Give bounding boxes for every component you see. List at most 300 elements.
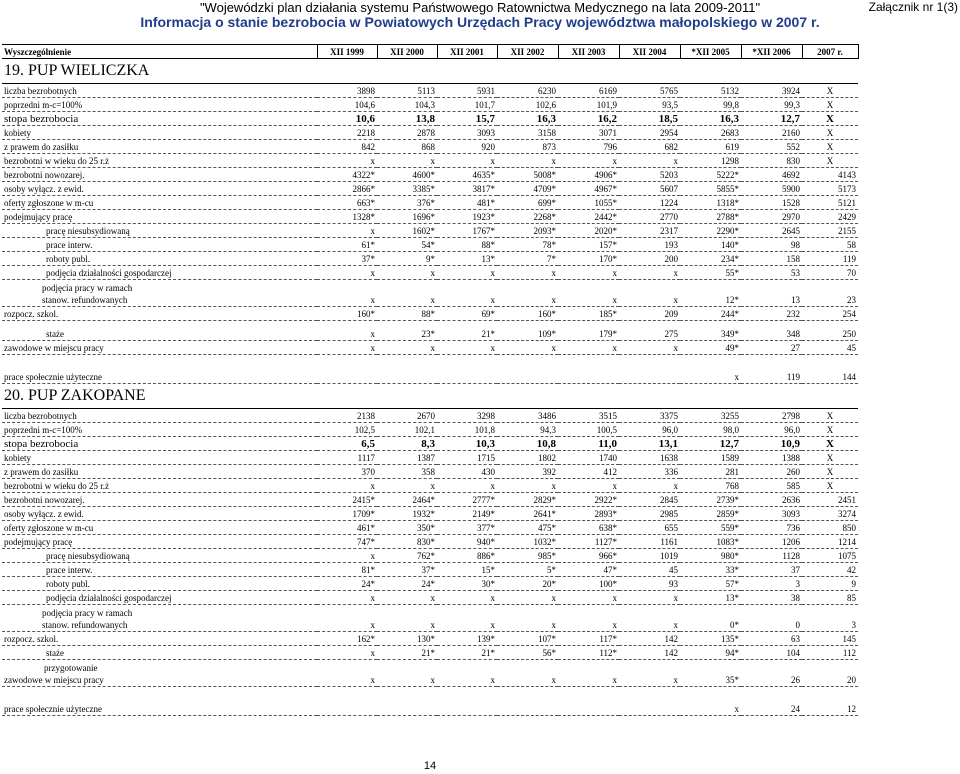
- table-cell: 5222*: [680, 168, 741, 182]
- table-cell: 96,0: [619, 423, 680, 437]
- table-cell: 768: [680, 479, 741, 493]
- table-cell: 2788*: [680, 210, 741, 224]
- table-cell: 1161: [619, 535, 680, 549]
- table-cell: 461*: [317, 521, 377, 535]
- table-cell: 2160: [741, 126, 802, 140]
- table-cell: 3817*: [437, 182, 497, 196]
- table-cell: 481*: [437, 196, 497, 210]
- table-cell: x: [497, 605, 558, 632]
- table-cell: 119: [741, 355, 802, 384]
- table-cell: 2670: [377, 409, 437, 423]
- table-cell: 2970: [741, 210, 802, 224]
- table-cell: 16,2: [558, 112, 619, 126]
- unemployment-table: [2, 44, 859, 716]
- table-cell: x: [437, 479, 497, 493]
- table-cell: 101,8: [437, 423, 497, 437]
- table-row: [2, 252, 858, 266]
- table-cell: 2829*: [497, 493, 558, 507]
- table-cell: 275: [619, 321, 680, 341]
- table-cell: 81*: [317, 563, 377, 577]
- table-cell: 88*: [377, 307, 437, 321]
- table-cell: 33*: [680, 563, 741, 577]
- table-cell: x: [317, 646, 377, 660]
- table-cell: 24: [741, 687, 802, 716]
- table-cell: x: [317, 321, 377, 341]
- table-cell: 1298: [680, 154, 741, 168]
- table-cell: 179*: [558, 321, 619, 341]
- table-cell: x: [437, 591, 497, 605]
- table-row: [2, 423, 858, 437]
- table-cell: 0: [741, 605, 802, 632]
- table-cell: 281: [680, 465, 741, 479]
- table-cell: 7*: [497, 252, 558, 266]
- table-cell: 2149*: [437, 507, 497, 521]
- table-cell: 2739*: [680, 493, 741, 507]
- table-cell: 3158: [497, 126, 558, 140]
- table-cell: 47*: [558, 563, 619, 577]
- table-cell: 2317: [619, 224, 680, 238]
- table-cell: 6,5: [317, 437, 377, 451]
- table-cell: 93: [619, 577, 680, 591]
- table-cell: 94*: [680, 646, 741, 660]
- table-cell: 1328*: [317, 210, 377, 224]
- table-cell: x: [317, 479, 377, 493]
- table-cell: 830: [741, 154, 802, 168]
- table-cell: x: [619, 280, 680, 307]
- table-cell: 3486: [497, 409, 558, 423]
- table-cell: 21*: [437, 646, 497, 660]
- table-cell: 336: [619, 465, 680, 479]
- table-cell: 99,8: [680, 98, 741, 112]
- table-cell: 430: [437, 465, 497, 479]
- table-cell: 4709*: [497, 182, 558, 196]
- row-label-line2: zawodowe w miejscu pracy: [4, 675, 104, 685]
- table-cell: x: [558, 280, 619, 307]
- row-label: stopa bezrobocia: [2, 112, 317, 126]
- table-cell: 21*: [377, 646, 437, 660]
- row-label-line2: stanow. refundowanych: [42, 295, 128, 305]
- table-cell: x: [377, 591, 437, 605]
- table-row: [2, 591, 858, 605]
- table-row: [2, 507, 858, 521]
- row-label: staże: [2, 646, 317, 660]
- table-cell: 2683: [680, 126, 741, 140]
- section-title-row: [2, 59, 858, 84]
- table-cell: x: [377, 660, 437, 687]
- table-cell: x: [619, 479, 680, 493]
- row-label: [2, 280, 317, 307]
- table-cell: 655: [619, 521, 680, 535]
- row-label: oferty zgłoszone w m-cu: [2, 196, 317, 210]
- table-cell: 30*: [437, 577, 497, 591]
- section-title-row: [2, 384, 858, 409]
- table-row: [2, 168, 858, 182]
- table-cell: x: [619, 605, 680, 632]
- table-cell: x: [680, 687, 741, 716]
- table-cell: 850: [802, 521, 858, 535]
- table-cell: 5121: [802, 196, 858, 210]
- table-cell: 4322*: [317, 168, 377, 182]
- table-cell: 104,3: [377, 98, 437, 112]
- table-cell: 53: [741, 266, 802, 280]
- table-cell: 12*: [680, 280, 741, 307]
- table-cell: 21*: [437, 321, 497, 341]
- table-row: [2, 409, 858, 423]
- row-label: osoby wyłącz. z ewid.: [2, 507, 317, 521]
- table-cell: 377*: [437, 521, 497, 535]
- table-cell: 10,8: [497, 437, 558, 451]
- table-cell: 23*: [377, 321, 437, 341]
- column-header-label: Wyszczególnienie: [2, 45, 317, 59]
- table-cell: 112: [802, 646, 858, 660]
- table-cell: x: [558, 266, 619, 280]
- table-row: [2, 563, 858, 577]
- table-cell: 185*: [558, 307, 619, 321]
- table-cell: x: [497, 591, 558, 605]
- table-row: [2, 437, 858, 451]
- table-cell: 552: [741, 140, 802, 154]
- table-cell: x: [558, 591, 619, 605]
- table-cell: 70: [802, 266, 858, 280]
- table-cell: 193: [619, 238, 680, 252]
- table-cell: 3274: [802, 507, 858, 521]
- row-label: z prawem do zasiłku: [2, 140, 317, 154]
- table-cell: x: [680, 355, 741, 384]
- table-cell: 2464*: [377, 493, 437, 507]
- table-cell: 1767*: [437, 224, 497, 238]
- table-cell: 559*: [680, 521, 741, 535]
- table-cell: x: [619, 660, 680, 687]
- table-row: [2, 646, 858, 660]
- row-label: poprzedni m-c=100%: [2, 423, 317, 437]
- table-cell: X: [802, 98, 858, 112]
- table-cell: 16,3: [680, 112, 741, 126]
- column-header-year: *XII 2005: [680, 45, 741, 59]
- table-cell: 37: [741, 563, 802, 577]
- row-label: podejmujący pracę: [2, 210, 317, 224]
- table-row: [2, 493, 858, 507]
- table-row: [2, 341, 858, 355]
- row-label: bezrobotni w wieku do 25 r.ż: [2, 154, 317, 168]
- table-cell: 2268*: [497, 210, 558, 224]
- row-label: prace społecznie użyteczne: [2, 355, 317, 384]
- table-cell: 101,7: [437, 98, 497, 112]
- column-header-year: *XII 2006: [741, 45, 802, 59]
- column-header-row: [2, 45, 858, 59]
- table-cell: 1318*: [680, 196, 741, 210]
- table-cell: 37*: [377, 563, 437, 577]
- table-cell: 1602*: [377, 224, 437, 238]
- table-cell: 260: [741, 465, 802, 479]
- table-cell: X: [802, 126, 858, 140]
- table-cell: 349*: [680, 321, 741, 341]
- table-row: [2, 549, 858, 563]
- table-cell: 13,1: [619, 437, 680, 451]
- table-cell: 27: [741, 341, 802, 355]
- table-cell: 2641*: [497, 507, 558, 521]
- column-header-year: 2007 r.: [802, 45, 858, 59]
- row-label: poprzedni m-c=100%: [2, 98, 317, 112]
- table-cell: 4967*: [558, 182, 619, 196]
- row-label: stopa bezrobocia: [2, 437, 317, 451]
- table-cell: 61*: [317, 238, 377, 252]
- table-cell: 9*: [377, 252, 437, 266]
- table-cell: 1715: [437, 451, 497, 465]
- table-cell: x: [558, 341, 619, 355]
- table-cell: X: [802, 84, 858, 98]
- table-cell: 5*: [497, 563, 558, 577]
- table-cell: 10,3: [437, 437, 497, 451]
- table-row: [2, 196, 858, 210]
- table-cell: 12,7: [680, 437, 741, 451]
- table-cell: 1528: [741, 196, 802, 210]
- table-cell: 3515: [558, 409, 619, 423]
- row-label: [2, 660, 317, 687]
- table-cell: 980*: [680, 549, 741, 563]
- table-cell: [558, 687, 619, 716]
- table-cell: 57*: [680, 577, 741, 591]
- table-cell: 747*: [317, 535, 377, 549]
- table-cell: [619, 355, 680, 384]
- table-cell: 35*: [680, 660, 741, 687]
- table-cell: 1055*: [558, 196, 619, 210]
- table-cell: 55*: [680, 266, 741, 280]
- table-cell: 5113: [377, 84, 437, 98]
- table-row: [2, 280, 858, 307]
- table-cell: 38: [741, 591, 802, 605]
- table-cell: 24*: [377, 577, 437, 591]
- table-cell: 58: [802, 238, 858, 252]
- table-cell: 762*: [377, 549, 437, 563]
- table-cell: 475*: [497, 521, 558, 535]
- row-label-line2: stanow. refundowanych: [42, 620, 128, 630]
- table-cell: 886*: [437, 549, 497, 563]
- table-cell: 130*: [377, 632, 437, 646]
- table-cell: 5203: [619, 168, 680, 182]
- table-cell: 2290*: [680, 224, 741, 238]
- table-cell: 45: [802, 341, 858, 355]
- table-cell: 5900: [741, 182, 802, 196]
- table-cell: X: [802, 423, 858, 437]
- table-cell: 1696*: [377, 210, 437, 224]
- row-label: osoby wyłącz. z ewid.: [2, 182, 317, 196]
- table-cell: 98: [741, 238, 802, 252]
- table-cell: 104: [741, 646, 802, 660]
- table-cell: 2859*: [680, 507, 741, 521]
- table-cell: 15*: [437, 563, 497, 577]
- table-cell: 2645: [741, 224, 802, 238]
- table-cell: 107*: [497, 632, 558, 646]
- table-cell: 4143: [802, 168, 858, 182]
- table-cell: 4906*: [558, 168, 619, 182]
- table-cell: 5132: [680, 84, 741, 98]
- table-row: [2, 84, 858, 98]
- table-cell: 3093: [741, 507, 802, 521]
- table-cell: 160*: [497, 307, 558, 321]
- table-cell: x: [377, 341, 437, 355]
- table-row: [2, 98, 858, 112]
- table-cell: 3924: [741, 84, 802, 98]
- table-cell: 940*: [437, 535, 497, 549]
- table-cell: 1206: [741, 535, 802, 549]
- table-cell: 2770: [619, 210, 680, 224]
- annex-label: Załącznik nr 1(3): [868, 0, 958, 14]
- table-cell: 5931: [437, 84, 497, 98]
- table-cell: [317, 687, 377, 716]
- table-cell: 45: [619, 563, 680, 577]
- table-cell: x: [317, 266, 377, 280]
- table-cell: 2138: [317, 409, 377, 423]
- table-cell: 1117: [317, 451, 377, 465]
- table-cell: 254: [802, 307, 858, 321]
- table-cell: 232: [741, 307, 802, 321]
- table-cell: 1075: [802, 549, 858, 563]
- table-cell: x: [377, 605, 437, 632]
- table-cell: 3: [802, 605, 858, 632]
- table-row: [2, 126, 858, 140]
- table-cell: 920: [437, 140, 497, 154]
- table-cell: 1932*: [377, 507, 437, 521]
- document-title: Informacja o stanie bezrobocia w Powiatowych Urzędach Pracy województwa małopolskiego w 2007 r.: [140, 14, 820, 30]
- row-label: bezrobotni nowozarej.: [2, 493, 317, 507]
- row-label: pracę niesubsydiowaną: [2, 224, 317, 238]
- table-cell: 85: [802, 591, 858, 605]
- table-cell: 1127*: [558, 535, 619, 549]
- row-label: oferty zgłoszone w m-cu: [2, 521, 317, 535]
- table-cell: x: [558, 660, 619, 687]
- table-cell: 142: [619, 632, 680, 646]
- table-cell: 88*: [437, 238, 497, 252]
- table-cell: 619: [680, 140, 741, 154]
- table-cell: X: [802, 465, 858, 479]
- row-label: prace interw.: [2, 563, 317, 577]
- table-cell: 2442*: [558, 210, 619, 224]
- table-cell: 13*: [437, 252, 497, 266]
- table-cell: 145: [802, 632, 858, 646]
- table-cell: 842: [317, 140, 377, 154]
- table-cell: 5173: [802, 182, 858, 196]
- table-cell: 2893*: [558, 507, 619, 521]
- table-cell: 682: [619, 140, 680, 154]
- table-cell: 585: [741, 479, 802, 493]
- table-cell: 12: [802, 687, 858, 716]
- table-cell: 2636: [741, 493, 802, 507]
- table-row: [2, 660, 858, 687]
- table-cell: x: [558, 479, 619, 493]
- table-cell: X: [802, 479, 858, 493]
- table-cell: 6169: [558, 84, 619, 98]
- table-cell: 78*: [497, 238, 558, 252]
- column-header-year: XII 2002: [497, 45, 558, 59]
- table-cell: [317, 355, 377, 384]
- table-cell: x: [558, 605, 619, 632]
- table-cell: 1589: [680, 451, 741, 465]
- row-label: bezrobotni w wieku do 25 r.ż: [2, 479, 317, 493]
- table-row: [2, 355, 858, 384]
- table-cell: 109*: [497, 321, 558, 341]
- table-cell: X: [802, 112, 858, 126]
- table-cell: 3093: [437, 126, 497, 140]
- row-label: zawodowe w miejscu pracy: [2, 341, 317, 355]
- table-cell: 3375: [619, 409, 680, 423]
- table-cell: X: [802, 409, 858, 423]
- table-cell: 234*: [680, 252, 741, 266]
- table-cell: 358: [377, 465, 437, 479]
- table-cell: 26: [741, 660, 802, 687]
- document-supertitle: "Wojewódzki plan działania systemu Państwowego Ratownictwa Medycznego na lata 2009-2011": [199, 0, 761, 15]
- table-cell: 2093*: [497, 224, 558, 238]
- row-label: rozpocz. szkol.: [2, 307, 317, 321]
- row-label: kobiety: [2, 126, 317, 140]
- column-header-year: XII 2004: [619, 45, 680, 59]
- table-cell: 1740: [558, 451, 619, 465]
- table-cell: 102,5: [317, 423, 377, 437]
- table-cell: 2451: [802, 493, 858, 507]
- table-cell: 376*: [377, 196, 437, 210]
- table-cell: 663*: [317, 196, 377, 210]
- table-cell: x: [317, 549, 377, 563]
- row-label: staże: [2, 321, 317, 341]
- table-cell: 170*: [558, 252, 619, 266]
- table-cell: 2798: [741, 409, 802, 423]
- table-cell: 3385*: [377, 182, 437, 196]
- table-row: [2, 154, 858, 168]
- row-label: roboty publ.: [2, 252, 317, 266]
- table-cell: 1387: [377, 451, 437, 465]
- row-label: podjęcia działalności gospodarczej: [2, 591, 317, 605]
- table-cell: 13,8: [377, 112, 437, 126]
- row-label: [2, 605, 317, 632]
- table-cell: 2218: [317, 126, 377, 140]
- table-row: [2, 238, 858, 252]
- table-cell: 9: [802, 577, 858, 591]
- table-cell: 1032*: [497, 535, 558, 549]
- table-cell: 94,3: [497, 423, 558, 437]
- table-cell: x: [377, 266, 437, 280]
- column-header-year: XII 2001: [437, 45, 497, 59]
- table-cell: 1388: [741, 451, 802, 465]
- table-row: [2, 479, 858, 493]
- table-cell: x: [317, 591, 377, 605]
- table-cell: 2878: [377, 126, 437, 140]
- table-row: [2, 535, 858, 549]
- table-cell: 1214: [802, 535, 858, 549]
- table-row: [2, 266, 858, 280]
- table-cell: 63: [741, 632, 802, 646]
- table-cell: 868: [377, 140, 437, 154]
- table-cell: 102,6: [497, 98, 558, 112]
- table-row: [2, 605, 858, 632]
- table-cell: 5607: [619, 182, 680, 196]
- table-cell: 736: [741, 521, 802, 535]
- table-cell: x: [317, 605, 377, 632]
- table-cell: [558, 355, 619, 384]
- table-cell: x: [558, 154, 619, 168]
- table-cell: X: [802, 451, 858, 465]
- table-cell: x: [497, 660, 558, 687]
- row-label-line1: podjęcia pracy w ramach: [42, 608, 133, 618]
- table-cell: X: [802, 140, 858, 154]
- table-cell: 96,0: [741, 423, 802, 437]
- table-cell: 13: [741, 280, 802, 307]
- table-cell: x: [377, 154, 437, 168]
- table-cell: 157*: [558, 238, 619, 252]
- table-row: [2, 321, 858, 341]
- table-cell: x: [619, 591, 680, 605]
- row-label: pracę niesubsydiowaną: [2, 549, 317, 563]
- table-cell: 56*: [497, 646, 558, 660]
- table-cell: 1128: [741, 549, 802, 563]
